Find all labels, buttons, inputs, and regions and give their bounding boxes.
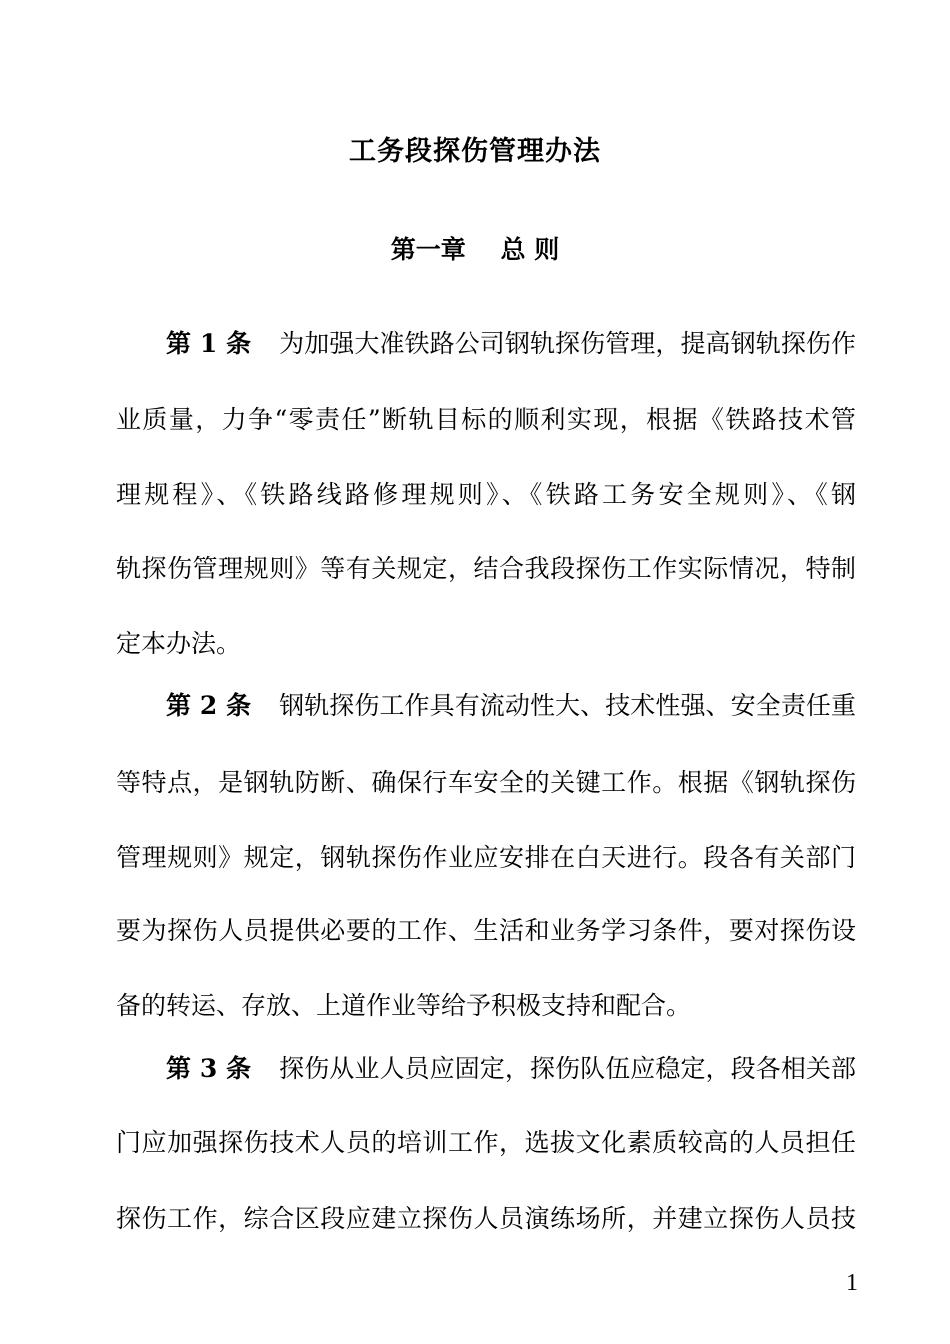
article-1-line-4: 轨探伤管理规则》等有关规定，结合我段探伤工作实际情况，特制 [116,554,856,583]
article-2-line-1 [166,688,856,724]
article-1-line-3: 理规程》、《铁路线路修理规则》、《铁路工务安全规则》、《钢 [116,480,856,509]
article-2-line-2: 等特点，是钢轨防断、确保行车安全的关键工作。根据《钢轨探伤 [116,768,856,797]
article-1-line-5: 定本办法。 [116,629,242,658]
document-title: 工务段探伤管理办法 [349,136,601,167]
article-2-line-3: 管理规则》规定，钢轨探伤作业应安排在白天进行。段各有关部门 [116,843,856,872]
article-2-line-4: 要为探伤人员提供必要的工作、生活和业务学习条件，要对探伤设 [116,916,856,945]
article-2-line-5: 备的转运、存放、上道作业等给予积极支持和配合。 [116,991,692,1020]
article-2-label: 第 2 条 [166,691,252,720]
article-3-text: 探伤从业人员应固定，探伤队伍应稳定，段各相关部 [279,1054,856,1083]
chapter-heading: 第一章 总 则 [390,235,560,264]
article-1-text: 为加强大准铁路公司钢轨探伤管理，提高钢轨探伤作 [279,329,856,358]
article-2-text: 钢轨探伤工作具有流动性大、技术性强、安全责任重 [279,691,856,720]
article-3-line-1 [166,1051,856,1087]
article-1-line-1 [166,326,856,362]
article-3-label: 第 3 条 [166,1054,252,1083]
article-1-label: 第 1 条 [166,329,252,358]
article-1-line-2: 业质量，力争“零责任”断轨目标的顺利实现，根据《铁路技术管 [116,405,856,434]
article-3-line-3: 探伤工作，综合区段应建立探伤人员演练场所，并建立探伤人员技 [116,1204,856,1233]
page-number: 1 [846,1270,858,1296]
article-3-line-2: 门应加强探伤技术人员的培训工作，选拔文化素质较高的人员担任 [116,1128,856,1157]
